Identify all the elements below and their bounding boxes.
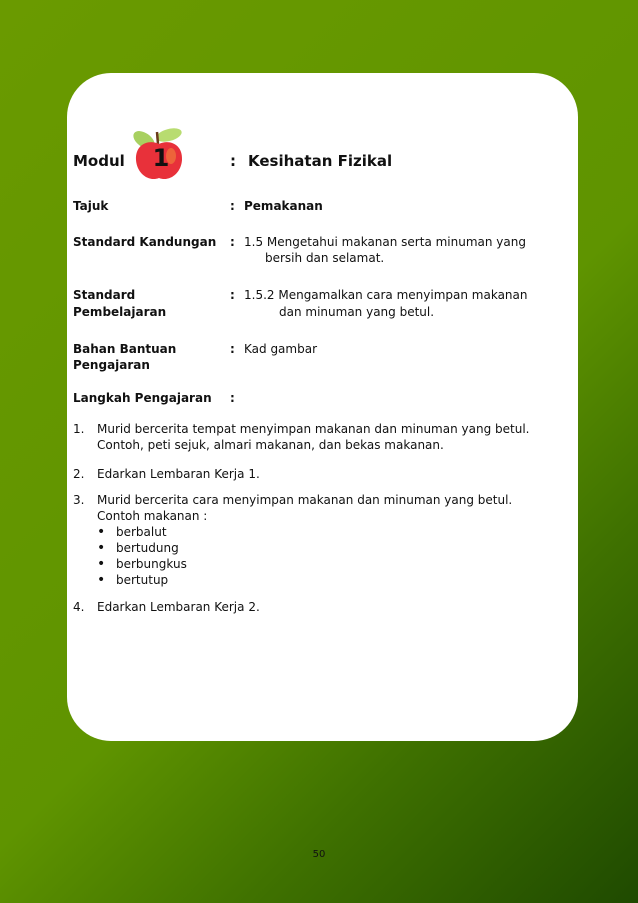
modul-label: Modul — [73, 152, 125, 170]
list-item: • bertutup — [97, 572, 187, 588]
step-text: Edarkan Lembaran Kerja 2. — [97, 600, 260, 614]
sp-label2: Pembelajaran — [73, 305, 167, 319]
step-text: Murid bercerita tempat menyimpan makanan dan minuman yang betul. — [97, 422, 530, 436]
sk-label: Standard Kandungan — [73, 235, 217, 249]
modul-number: 1 — [152, 144, 170, 172]
tajuk-colon: : — [230, 199, 235, 213]
sk-colon: : — [230, 235, 235, 249]
step-text: Murid bercerita cara menyimpan makanan dan minuman yang betul. — [97, 493, 513, 507]
step-number: 2. — [73, 467, 85, 481]
step-number: 3. — [73, 493, 85, 507]
sp-label1: Standard — [73, 288, 136, 302]
list-item: • berbalut — [97, 524, 187, 540]
step-number: 1. — [73, 422, 85, 436]
sk-line2: bersih dan selamat. — [265, 251, 385, 265]
list-item: • berbungkus — [97, 556, 187, 572]
step-text-2: Contoh, peti sejuk, almari makanan, dan bekas makanan. — [97, 438, 444, 452]
sp-line2: dan minuman yang betul. — [279, 305, 435, 319]
modul-colon: : — [230, 152, 236, 170]
step-text-2: Contoh makanan : — [97, 509, 208, 523]
step-text: Edarkan Lembaran Kerja 1. — [97, 467, 260, 481]
lp-label: Langkah Pengajaran — [73, 391, 212, 405]
bb-value: Kad gambar — [244, 342, 318, 356]
step-number: 4. — [73, 600, 85, 614]
tajuk-value: Pemakanan — [244, 199, 323, 213]
example-list — [97, 524, 187, 588]
tajuk-label: Tajuk — [73, 199, 109, 213]
modul-title: Kesihatan Fizikal — [248, 152, 393, 170]
sk-line1: 1.5 Mengetahui makanan serta minuman yang — [244, 235, 526, 249]
bb-colon: : — [230, 342, 235, 356]
page-number: 50 — [312, 849, 326, 860]
list-item: • bertudung — [97, 540, 187, 556]
sp-colon: : — [230, 288, 235, 302]
bb-label2: Pengajaran — [73, 358, 150, 372]
sp-line1: 1.5.2 Mengamalkan cara menyimpan makanan — [244, 288, 528, 302]
lp-colon: : — [230, 391, 235, 405]
bb-label1: Bahan Bantuan — [73, 342, 177, 356]
